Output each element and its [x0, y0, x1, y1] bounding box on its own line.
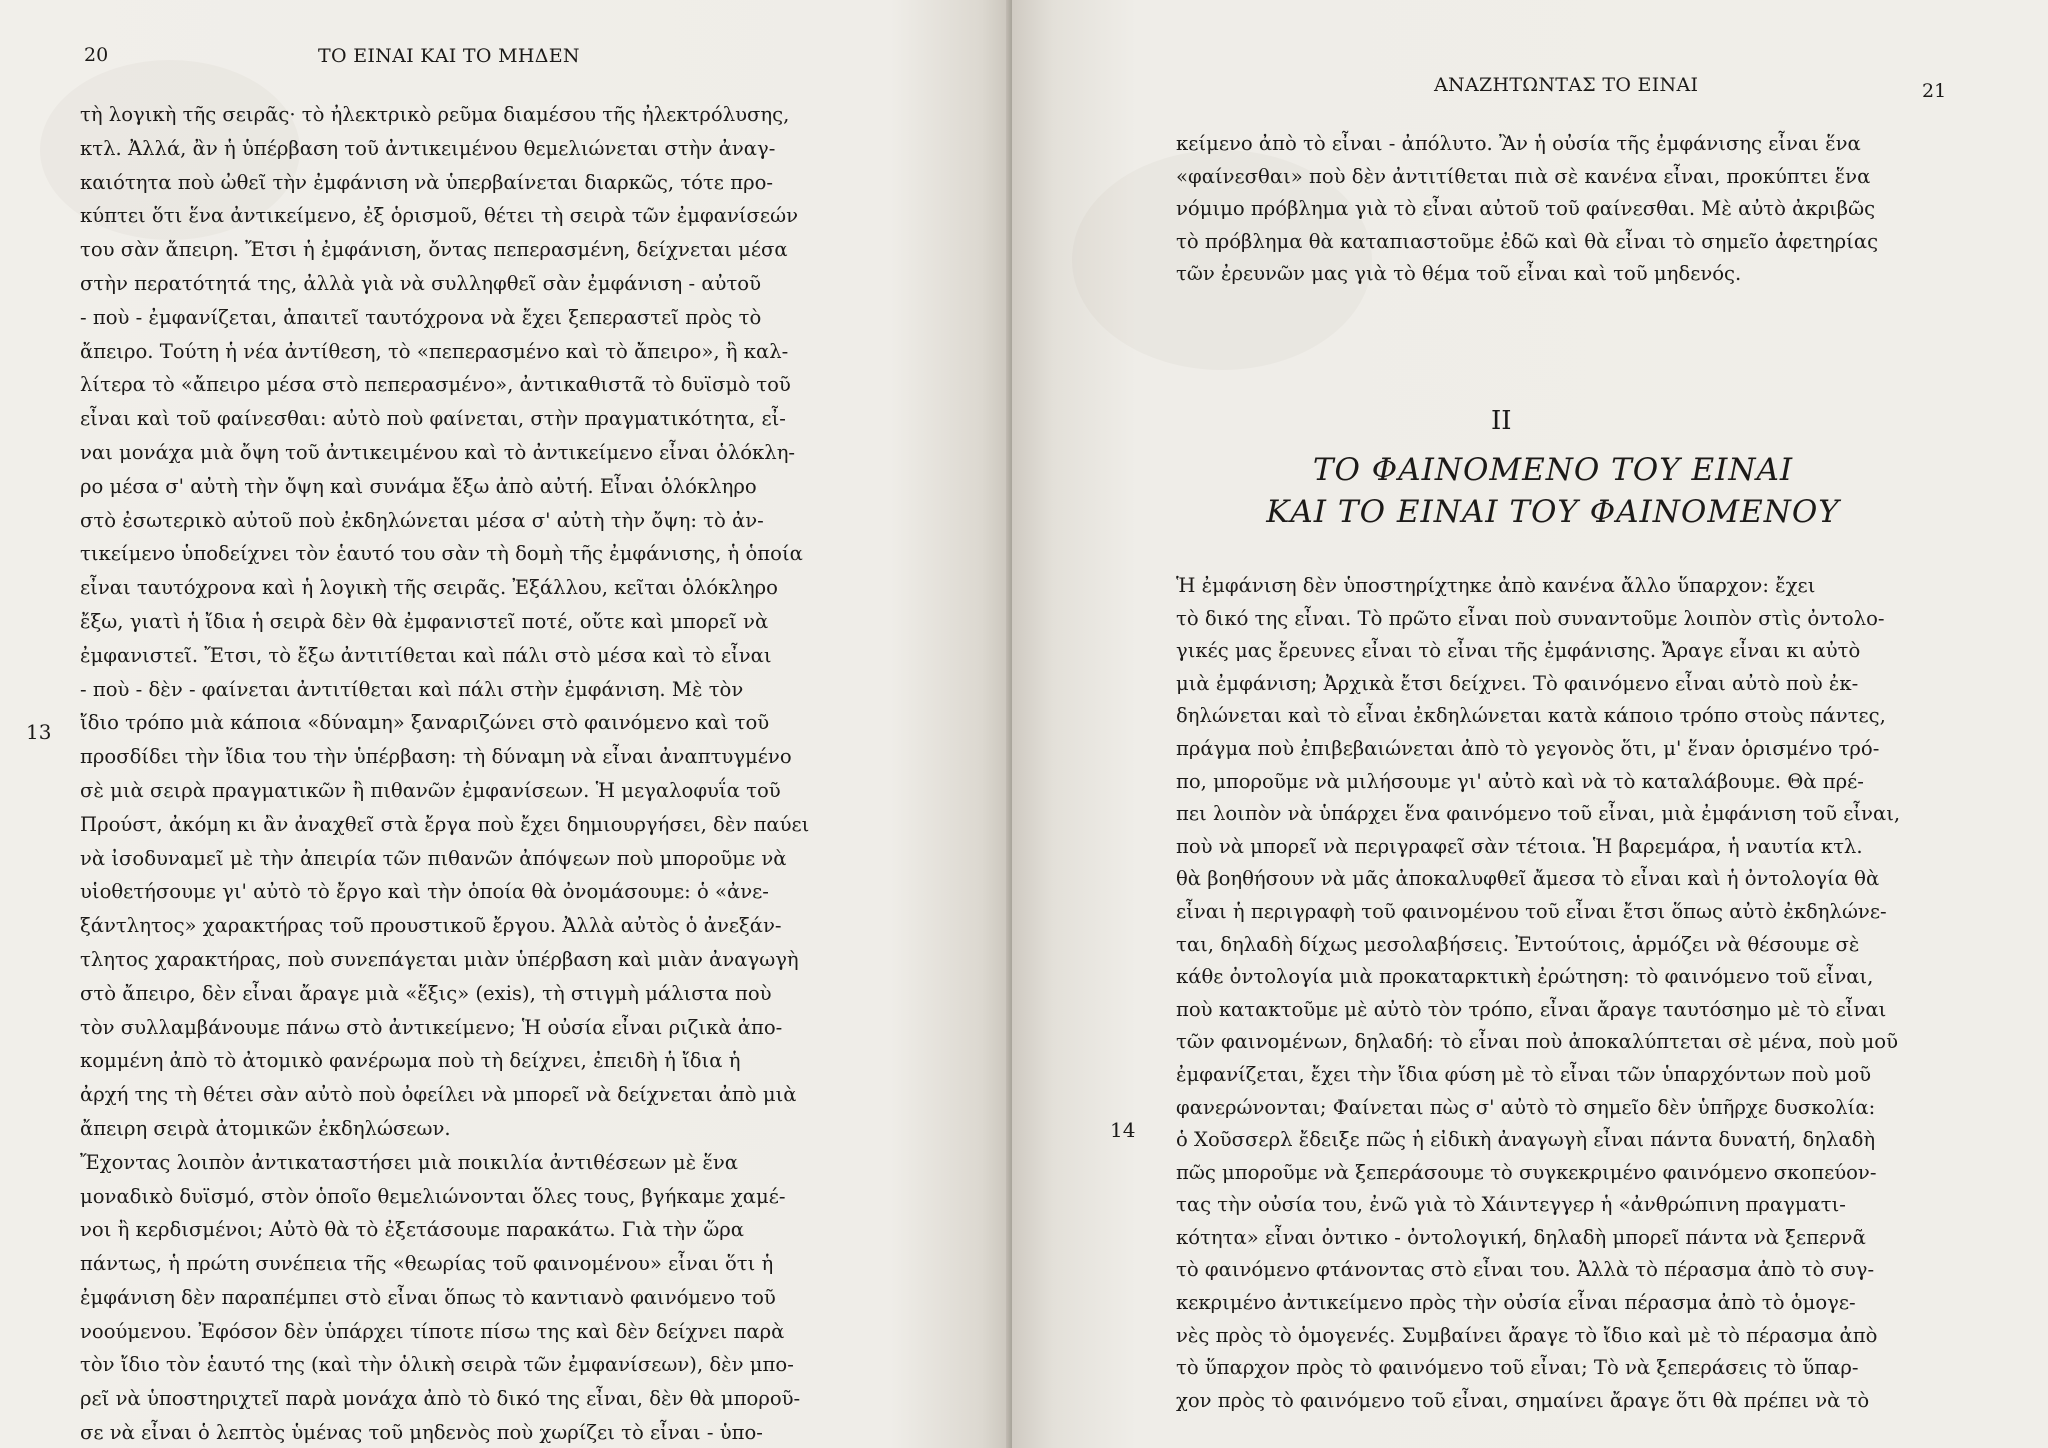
text-line: τας τὴν οὐσία του, ἐνῶ γιὰ τὸ Χάιντεγγερ ἡ «ἀνθρώπινη πραγματι-: [1176, 1193, 1846, 1217]
text-line: ποὺ νὰ μπορεῖ νὰ περιγραφεῖ σὰν τέτοια. Ἡ βαρεμάρα, ἡ ναυτία κτλ.: [1176, 834, 1863, 858]
chapter-title-line-1: ΤΟ ΦΑΙΝΟΜΕΝΟ ΤΟΥ ΕΙΝΑΙ: [1312, 452, 1794, 488]
left-page: [0, 0, 1012, 1448]
text-line: τὸν συλλαμβάνουμε πάνω στὸ ἀντικείμενο; Ἡ οὐσία εἶναι ριζικὰ ἀπο-: [80, 1015, 783, 1039]
text-line: ποὺ κατακτοῦμε μὲ αὐτὸ τὸν τρόπο, εἶναι ἄραγε ταυτόσημο μὲ τὸ εἶναι: [1176, 997, 1887, 1021]
text-line: - ποὺ - ἐμφανίζεται, ἀπαιτεῖ ταυτόχρονα νὰ ἔχει ξεπεραστεῖ πρὸς τὸ: [80, 305, 762, 329]
text-line: ἐμφανιστεῖ. Ἔτσι, τὸ ἔξω ἀντιτίθεται καὶ πάλι στὸ μέσα καὶ τὸ εἶναι: [80, 643, 772, 667]
text-line: πῶς μποροῦμε νὰ ξεπεράσουμε τὸ συγκεκριμένο φαινόμενο σκοπεύον-: [1176, 1160, 1877, 1184]
right-page-body: [1176, 570, 1930, 1417]
text-line: εἶναι ταυτόχρονα καὶ ἡ λογικὴ τῆς σειρᾶς. Ἐξάλλου, κεῖται ὁλόκληρο: [80, 576, 778, 600]
text-line: τὸ φαινόμενο φτάνοντας στὸ εἶναι του. Ἀλλὰ τὸ πέρασμα ἀπὸ τὸ συγ-: [1176, 1258, 1875, 1282]
text-line: χον πρὸς τὸ φαινόμενο τοῦ εἶναι, σημαίνει ἄραγε ὅτι θὰ πρέπει νὰ τὸ: [1176, 1388, 1870, 1412]
text-line: ξάντλητος» χαρακτήρας τοῦ προυστικοῦ ἔργου. Ἀλλὰ αὐτὸς ὁ ἀνεξάν-: [80, 914, 782, 938]
text-line: τῶν φαινομένων, δηλαδή: τὸ εἶναι ποὺ ἀποκαλύπτεται σὲ μένα, ποὺ μοῦ: [1176, 1030, 1898, 1054]
text-line: του σὰν ἄπειρη. Ἔτσι ἡ ἐμφάνιση, ὄντας πεπερασμένη, δείχνεται μέσα: [80, 238, 788, 262]
text-line: κάθε ὀντολογία μιὰ προκαταρκτικὴ ἐρώτηση: τὸ φαινόμενο τοῦ εἶναι,: [1176, 965, 1874, 989]
text-line: ἄπειρη σειρὰ ἀτομικῶν ἐκδηλώσεων.: [80, 1116, 451, 1140]
text-line: μιὰ ἐμφάνιση; Ἀρχικὰ ἔτσι δείχνει. Τὸ φαινόμενο εἶναι αὐτὸ ποὺ ἐκ-: [1176, 671, 1859, 695]
text-line: εἶναι ἡ περιγραφὴ τοῦ φαινομένου τοῦ εἶναι ἔτσι ὅπως αὐτὸ ἐκδηλώνε-: [1176, 899, 1887, 923]
text-line: πράγμα ποὺ ἐπιβεβαιώνεται ἀπὸ τὸ γεγονὸς ὅτι, μ' ἕναν ὁρισμένο τρό-: [1176, 736, 1880, 760]
text-line: τὸ πρόβλημα θὰ καταπιαστοῦμε ἐδῶ καὶ θὰ εἶναι τὸ σημεῖο ἀφετηρίας: [1176, 229, 1879, 253]
text-line: - ποὺ - δὲν - φαίνεται ἀντιτίθεται καὶ πάλι στὴν ἐμφάνιση. Μὲ τὸν: [80, 677, 744, 701]
text-line: κομμένη ἀπὸ τὸ ἀτομικὸ φανέρωμα ποὺ τὴ δείχνει, ἐπειδὴ ἡ ἴδια ἡ: [80, 1049, 741, 1073]
text-line: φανερώνονται; Φαίνεται πὼς σ' αὐτὸ τὸ σημεῖο δὲν ὑπῆρχε δυσκολία:: [1176, 1095, 1876, 1119]
text-line: ἐμφανίζεται, ἔχει τὴν ἴδια φύση μὲ τὸ εἶναι τῶν ὑπαρχόντων ποὺ μοῦ: [1176, 1062, 1872, 1086]
text-line: μοναδικὸ δυϊσμό, στὸν ὁποῖο θεμελιώνονται ὅλες τους, βγήκαμε χαμέ-: [80, 1184, 786, 1208]
right-page-continuation: [1176, 128, 1930, 291]
text-line: τὸν ἴδιο τὸν ἑαυτό της (καὶ τὴν ὁλικὴ σειρὰ τῶν ἐμφανίσεων), δὲν μπο-: [80, 1353, 794, 1377]
text-line: κύπτει ὅτι ἕνα ἀντικείμενο, ἐξ ὁρισμοῦ, θέτει τὴ σειρὰ τῶν ἐμφανίσεών: [80, 204, 798, 228]
text-line: θὰ βοηθήσουν νὰ μᾶς ἀποκαλυφθεῖ ἄμεσα τὸ εἶναι καὶ ἡ ὀντολογία θὰ: [1176, 867, 1880, 891]
text-line: κτλ. Ἀλλά, ἂν ἡ ὑπέρβαση τοῦ ἀντικειμένου θεμελιώνεται στὴν ἀναγ-: [80, 136, 776, 160]
text-line: δηλώνεται καὶ τὸ εἶναι ἐκδηλώνεται κατὰ κάποιο τρόπο στοὺς πάντες,: [1176, 704, 1886, 728]
page-number-left: 20: [84, 44, 109, 66]
margin-page-marker-right: 14: [1110, 1118, 1136, 1142]
text-line: Προύστ, ἀκόμη κι ἂν ἀναχθεῖ στὰ ἔργα ποὺ ἔχει δημιουργήσει, δὲν παύει: [80, 812, 810, 836]
text-line: ρο μέσα σ' αὐτὴ τὴν ὄψη καὶ συνάμα ἔξω ἀπὸ αὐτή. Εἶναι ὁλόκληρο: [80, 474, 757, 498]
text-line: πει λοιπὸν νὰ ὑπάρχει ἕνα φαινόμενο τοῦ εἶναι, μιὰ ἐμφάνιση τοῦ εἶναι,: [1176, 802, 1901, 826]
running-head-left: ΤΟ ΕΙΝΑΙ ΚΑΙ ΤΟ ΜΗΔΕΝ: [318, 45, 580, 67]
text-line: ἐμφάνιση δὲν παραπέμπει στὸ εἶναι ὅπως τὸ καντιανὸ φαινόμενο τοῦ: [80, 1285, 776, 1309]
text-line: ἴδιο τρόπο μιὰ κάποια «δύναμη» ξαναριζώνει στὸ φαινόμενο καὶ τοῦ: [80, 711, 770, 735]
text-line: πάντως, ἡ πρώτη συνέπεια τῆς «θεωρίας τοῦ φαινομένου» εἶναι ὅτι ἡ: [80, 1252, 774, 1276]
text-line: «φαίνεσθαι» ποὺ δὲν ἀντιτίθεται πιὰ σὲ κανένα εἶναι, προκύπτει ἕνα: [1176, 164, 1871, 188]
text-line: νὰ ἰσοδυναμεῖ μὲ τὴν ἀπειρία τῶν πιθανῶν ἀπόψεων ποὺ μποροῦμε νὰ: [80, 846, 787, 870]
text-line: κεκριμένο ἀντικείμενο πρὸς τὴν οὐσία εἶναι πέρασμα ἀπὸ τὸ ὁμογε-: [1176, 1291, 1856, 1315]
text-line: καιότητα ποὺ ὠθεῖ τὴν ἐμφάνιση νὰ ὑπερβαίνεται διαρκῶς, τότε προ-: [80, 170, 774, 194]
text-line: νόμιμο πρόβλημα γιὰ τὸ εἶναι αὐτοῦ τοῦ φαίνεσθαι. Μὲ αὐτὸ ἀκριβῶς: [1176, 197, 1876, 221]
text-line: ἔξω, γιατὶ ἡ ἴδια ἡ σειρὰ δὲν θὰ ἐμφανιστεῖ ποτέ, οὔτε καὶ μπορεῖ νὰ: [80, 609, 769, 633]
text-line: κείμενο ἀπὸ τὸ εἶναι - ἀπόλυτο. Ἂν ἡ οὐσία τῆς ἐμφάνισης εἶναι ἕνα: [1176, 132, 1861, 155]
chapter-title-line-2: ΚΑΙ ΤΟ ΕΙΝΑΙ ΤΟΥ ΦΑΙΝΟΜΕΝΟΥ: [1266, 494, 1840, 530]
text-line: τικείμενο ὑποδείχνει τὸν ἑαυτό του σὰν τὴ δομὴ τῆς ἐμφάνισης, ἡ ὁποία: [80, 542, 803, 566]
text-line: τλητος χαρακτήρας, ποὺ συνεπάγεται μιὰν ὑπέρβαση καὶ μιὰν ἀναγωγὴ: [80, 947, 799, 971]
text-line: ὁ Χοῦσσερλ ἔδειξε πῶς ἡ εἰδικὴ ἀναγωγὴ εἶναι πάντα δυνατή, δηλαδὴ: [1176, 1128, 1876, 1152]
text-line: Ἡ ἐμφάνιση δὲν ὑποστηρίχτηκε ἀπὸ κανένα ἄλλο ὕπαρχον: ἔχει: [1176, 574, 1816, 597]
text-line: νοι ἢ κερδισμένοι; Αὐτὸ θὰ τὸ ἐξετάσουμε παρακάτω. Γιὰ τὴν ὥρα: [80, 1218, 745, 1242]
right-page: [1012, 0, 2048, 1448]
text-line: προσδίδει τὴν ἴδια του τὴν ὑπέρβαση: τὴ δύναμη νὰ εἶναι ἀναπτυγμένο: [80, 745, 792, 769]
page-number-right: 21: [1922, 80, 1947, 102]
text-line: τὸ ὕπαρχον πρὸς τὸ φαινόμενο τοῦ εἶναι; Τὸ νὰ ξεπεράσεις τὸ ὕπαρ-: [1176, 1356, 1859, 1380]
text-line: ται, δηλαδὴ δίχως μεσολαβήσεις. Ἐντούτοις, ἁρμόζει νὰ θέσουμε σὲ: [1176, 932, 1860, 956]
text-line: λίτερα τὸ «ἄπειρο μέσα στὸ πεπερασμένο», ἀντικαθιστᾶ τὸ δυϊσμὸ τοῦ: [80, 373, 791, 397]
text-line: ναι μονάχα μιὰ ὄψη τοῦ ἀντικειμένου καὶ τὸ ἀντικείμενο εἶναι ὁλόκλη-: [80, 440, 796, 464]
text-line: νοούμενου. Ἐφόσον δὲν ὑπάρχει τίποτε πίσω της καὶ δὲν δείχνει παρὰ: [80, 1319, 785, 1343]
text-line: τῶν ἐρευνῶν μας γιὰ τὸ θέμα τοῦ εἶναι καὶ τοῦ μηδενός.: [1176, 262, 1742, 286]
text-line: τὸ δικό της εἶναι. Τὸ πρῶτο εἶναι ποὺ συναντοῦμε λοιπὸν στὶς ὀντολο-: [1176, 606, 1885, 630]
text-line: στὴν περατότητά της, ἀλλὰ γιὰ νὰ συλληφθεῖ σὰν ἐμφάνιση - αὐτοῦ: [80, 271, 762, 295]
text-line: κότητα» εἶναι ὀντικο - ὀντολογική, δηλαδὴ μπορεῖ πάντα νὰ ξεπερνᾶ: [1176, 1225, 1866, 1249]
text-line: γικές μας ἔρευνες εἶναι τὸ εἶναι τῆς ἐμφάνισης. Ἄραγε εἶναι κι αὐτὸ: [1176, 639, 1861, 663]
text-line: εἶναι καὶ τοῦ φαίνεσθαι: αὐτὸ ποὺ φαίνεται, στὴν πραγματικότητα, εἶ-: [80, 407, 786, 431]
text-line: Ἔχοντας λοιπὸν ἀντικαταστήσει μιὰ ποικιλία ἀντιθέσεων μὲ ἕνα: [80, 1150, 739, 1174]
text-line: σὲ μιὰ σειρὰ πραγματικῶν ἢ πιθανῶν ἐμφανίσεων. Ἡ μεγαλοφυΐα τοῦ: [80, 778, 781, 802]
left-page-body: [80, 98, 844, 1448]
text-line: πο, μποροῦμε νὰ μιλήσουμε γι' αὐτὸ καὶ νὰ τὸ καταλάβουμε. Θὰ πρέ-: [1176, 769, 1864, 793]
text-line: στὸ ἄπειρο, δὲν εἶναι ἄραγε μιὰ «ἕξις» (exis), τὴ στιγμὴ μάλιστα ποὺ: [80, 981, 772, 1005]
text-line: ἄπειρο. Τούτη ἡ νέα ἀντίθεση, τὸ «πεπερασμένο καὶ τὸ ἄπειρο», ἢ καλ-: [80, 339, 789, 363]
text-line: στὸ ἐσωτερικὸ αὐτοῦ ποὺ ἐκδηλώνεται μέσα σ' αὐτὴ τὴν ὄψη: τὸ ἀν-: [80, 508, 764, 532]
text-line: ρεῖ νὰ ὑποστηριχτεῖ παρὰ μονάχα ἀπὸ τὸ δικό της εἶναι, δὲν θὰ μποροῦ-: [80, 1387, 801, 1411]
margin-page-marker-left: 13: [26, 720, 52, 744]
text-line: ἀρχή της τὴ θέτει σὰν αὐτὸ ποὺ ὀφείλει νὰ μπορεῖ νὰ δείχνεται ἀπὸ μιὰ: [80, 1083, 797, 1107]
running-head-right: ΑΝΑΖΗΤΩΝΤΑΣ ΤΟ ΕΙΝΑΙ: [1434, 74, 1699, 96]
chapter-number: II: [1491, 406, 1512, 436]
text-line: νὲς πρὸς τὸ ὁμογενές. Συμβαίνει ἄραγε τὸ ἴδιο καὶ μὲ τὸ πέρασμα ἀπὸ: [1176, 1323, 1878, 1347]
text-line: τὴ λογικὴ τῆς σειρᾶς· τὸ ἠλεκτρικὸ ρεῦμα διαμέσου τῆς ἠλεκτρόλυσης,: [80, 103, 790, 126]
text-line: σε νὰ εἶναι ὁ λεπτὸς ὑμένας τοῦ μηδενὸς ποὺ χωρίζει τὸ εἶναι - ὑπο-: [80, 1421, 763, 1445]
text-line: υἱοθετήσουμε γι' αὐτὸ τὸ ἔργο καὶ τὴν ὁποία θὰ ὀνομάσουμε: ὁ «ἀνε-: [80, 880, 769, 904]
